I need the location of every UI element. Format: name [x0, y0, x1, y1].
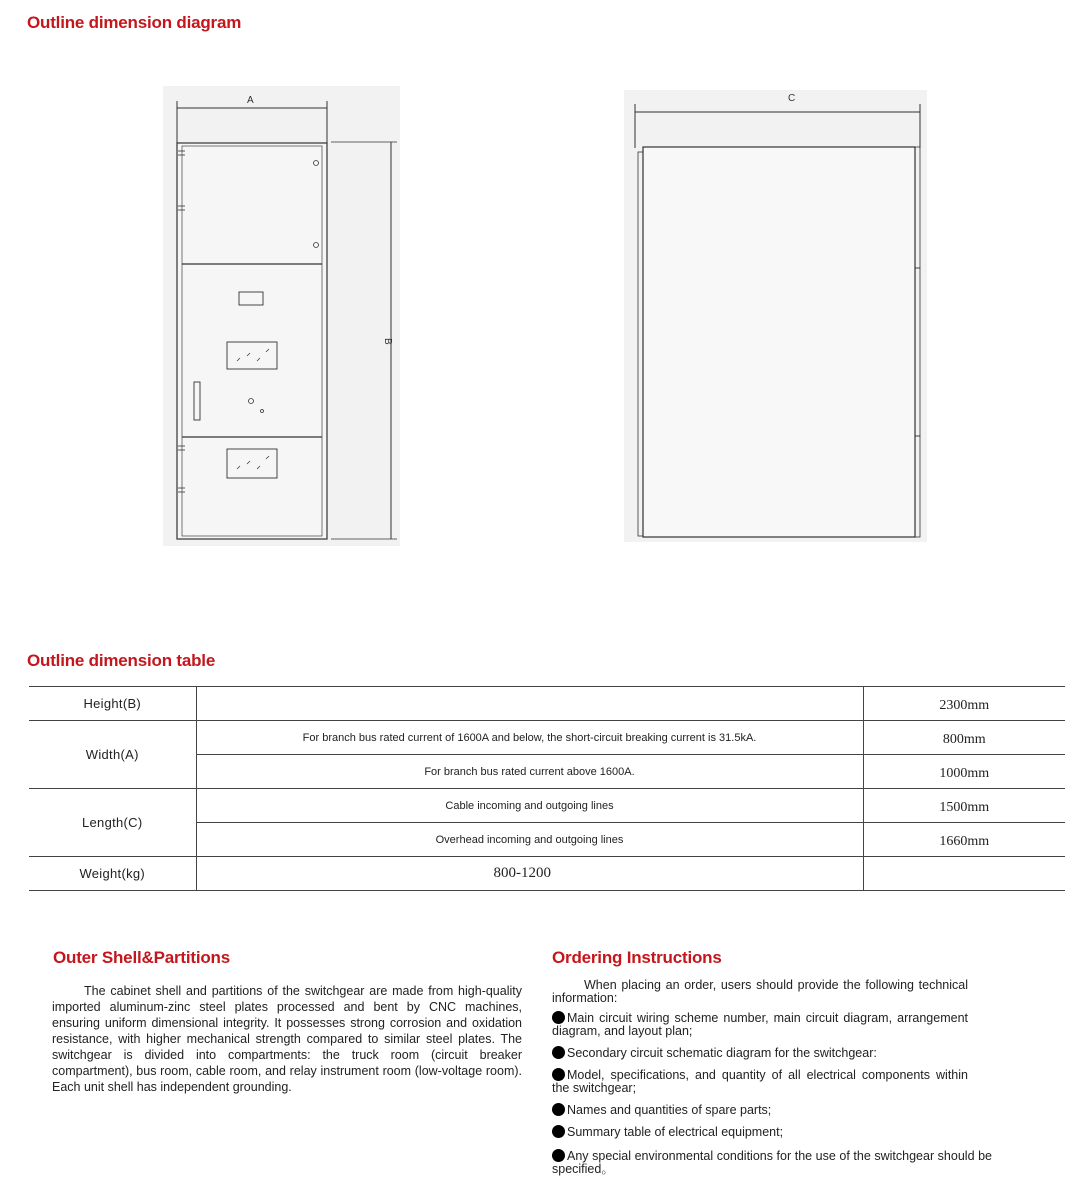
table-row-height — [29, 687, 1065, 721]
param-weight: Weight(kg) — [29, 857, 196, 891]
front-view-drawing — [163, 86, 403, 548]
list-item — [552, 1125, 968, 1139]
value-width-2: 1000mm — [863, 755, 1065, 789]
bullet-icon — [552, 1068, 565, 1081]
ordering-item-text: Names and quantities of spare parts; — [567, 1103, 772, 1117]
value-length-1: 1500mm — [863, 789, 1065, 823]
ordering-heading: Ordering Instructions — [552, 948, 722, 967]
ordering-item-text: Secondary circuit schematic diagram for the switchgear: — [567, 1046, 877, 1060]
bullet-icon — [552, 1103, 565, 1116]
condition-width-1: For branch bus rated current of 1600A and below, the short-circuit breaking current is 31.5kA. — [196, 721, 863, 755]
value-weight-empty — [863, 857, 1065, 891]
bullet-icon — [552, 1011, 565, 1024]
outline-dimension-table — [29, 686, 1065, 891]
list-item — [552, 1011, 968, 1038]
dim-label-c: C — [788, 93, 796, 104]
outer-shell-text: The cabinet shell and partitions of the switchgear are made from high-quality imported aluminum-zinc steel plates processed and bent by CNC machines, ensuring uniform dimensional integrity. It possesses strong corrosion and oxidation resistance, with higher mechanical strength compared to similar steel plates. The switchgear is divided into compartments: the truck room (circuit breaker compartment), bus room, cable room, and relay instrument room (low-voltage room). Each unit shell has independent grounding. — [52, 984, 522, 1094]
list-item — [552, 1149, 992, 1176]
table-row-weight — [29, 857, 1065, 891]
ordering-item-text: Main circuit wiring scheme number, main circuit diagram, arrangement diagram, and layout plan; — [552, 1011, 968, 1038]
ordering-item-text: Model, specifications, and quantity of all electrical components within the switchgear; — [552, 1068, 968, 1095]
outer-shell-heading: Outer Shell&Partitions — [53, 948, 230, 967]
ordering-item-text: Any special environmental conditions for the use of the switchgear should be specified。 — [552, 1149, 992, 1176]
bullet-icon — [552, 1125, 565, 1138]
value-height: 2300mm — [863, 687, 1065, 721]
table-row-length-1 — [29, 789, 1065, 823]
value-weight: 800-1200 — [196, 857, 863, 891]
param-height: Height(B) — [29, 687, 196, 721]
side-view-drawing — [624, 90, 930, 544]
outline-diagram-heading: Outline dimension diagram — [27, 13, 242, 32]
table-row-width-1 — [29, 721, 1065, 755]
ordering-intro: When placing an order, users should provide the following technical information: — [552, 978, 968, 1005]
list-item — [552, 1046, 968, 1060]
condition-empty — [196, 687, 863, 721]
bullet-icon — [552, 1149, 565, 1162]
value-length-2: 1660mm — [863, 823, 1065, 857]
dim-label-b: B — [382, 338, 393, 345]
ordering-item-text: Summary table of electrical equipment; — [567, 1125, 784, 1139]
param-length: Length(C) — [29, 789, 196, 857]
condition-length-1: Cable incoming and outgoing lines — [196, 789, 863, 823]
dim-label-a: A — [247, 95, 254, 106]
condition-width-2: For branch bus rated current above 1600A. — [196, 755, 863, 789]
outline-table-heading: Outline dimension table — [27, 651, 216, 670]
bullet-icon — [552, 1046, 565, 1059]
ordering-section — [552, 978, 992, 1176]
value-width-1: 800mm — [863, 721, 1065, 755]
param-width: Width(A) — [29, 721, 196, 789]
list-item — [552, 1068, 968, 1095]
list-item — [552, 1103, 968, 1117]
condition-length-2: Overhead incoming and outgoing lines — [196, 823, 863, 857]
